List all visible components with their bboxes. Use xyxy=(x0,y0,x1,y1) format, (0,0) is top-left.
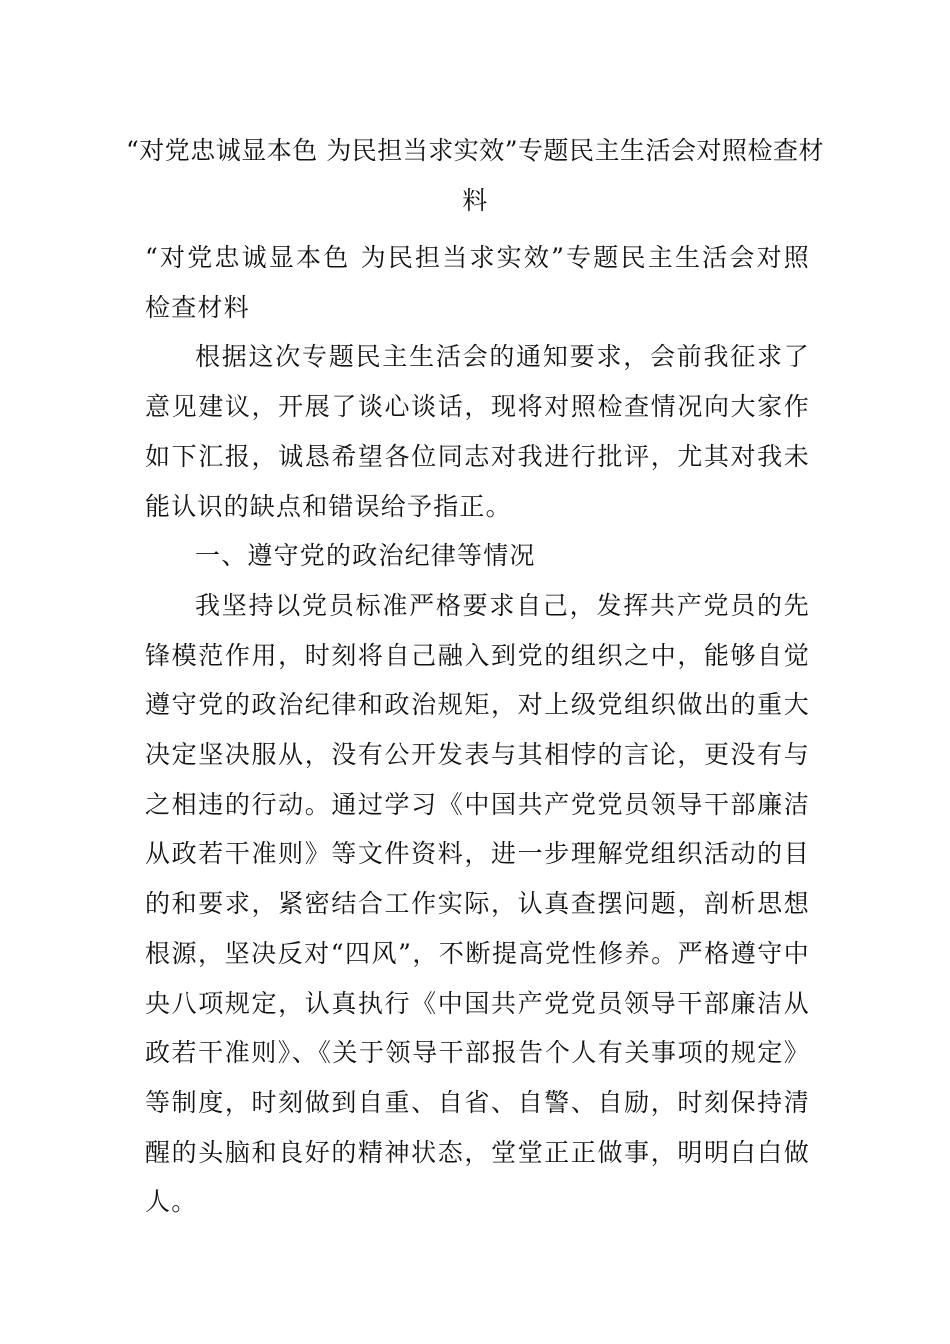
body-paragraph: 我坚持以党员标准严格要求自己，发挥共产党员的先锋模范作用，时刻将自己融入到党的组织之中，能够自觉遵守党的政治纪律和政治规矩，对上级党组织做出的重大决定坚决服从，没有公开发表与其相悖的言论，更没有与之相违的行动。通过学习《中国共产党党员领导干部廉洁从政若干准则》等文件资料，进一步理解党组织活动的目的和要求，紧密结合工作实际，认真查摆问题，剖析思想根源，坚决反对“四风”，不断提高党性修养。严格遵守中央八项规定，认真执行《中国共产党党员领导干部廉洁从政若干准则》、《关于领导干部报告个人有关事项的规定》等制度，时刻做到自重、自省、自警、自励，时刻保持清醒的头脑和良好的精神状态，堂堂正正做事，明明白白做人。 xyxy=(145,590,810,1217)
section-heading: 一、遵守党的政治纪律等情况 xyxy=(195,541,536,571)
intro-paragraph: 根据这次专题民主生活会的通知要求，会前我征求了意见建议，开展了谈心谈话，现将对照检查情况向大家作如下汇报，诚恳希望各位同志对我进行批评，尤其对我未能认识的缺点和错误给予指正。 xyxy=(145,342,810,521)
document-body xyxy=(145,233,810,1227)
document-subtitle: “对党忠诚显本色 为民担当求实效”专题民主生活会对照检查材料 xyxy=(145,243,810,322)
document-title: “对党忠诚显本色 为民担当求实效”专题民主生活会对照检查材料 xyxy=(125,136,824,215)
